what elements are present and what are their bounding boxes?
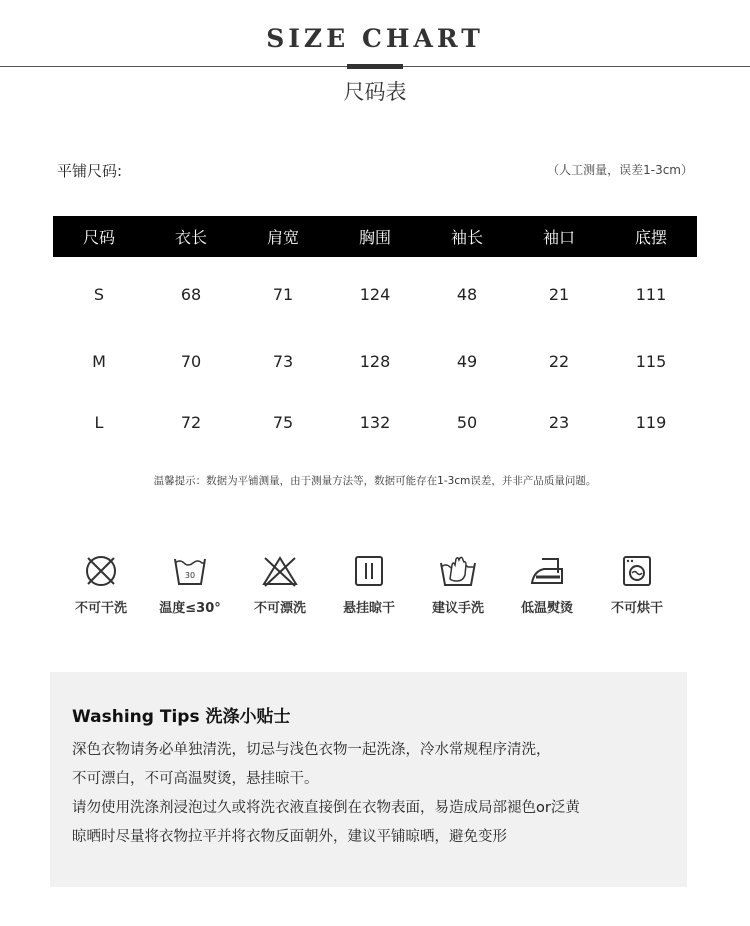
- column-header: 袖口: [513, 216, 605, 257]
- measurement-tip: 温馨提示：数据为平铺测量，由于测量方法等，数据可能存在1-3cm误差，并非产品质量问题。: [153, 475, 597, 487]
- washing-tip-line: 不可漂白，不可高温熨烫，悬挂晾干。: [72, 771, 319, 787]
- table-cell: 49: [456, 352, 478, 371]
- table-cell: 50: [456, 413, 478, 432]
- wash-temp-text: 30: [184, 571, 196, 580]
- wash-30-icon: [172, 553, 208, 589]
- care-item-no-bleach: [235, 553, 325, 616]
- table-cell: 22: [548, 352, 570, 371]
- page-title: SIZE CHART: [266, 24, 484, 53]
- care-label: 建议手洗: [431, 601, 484, 616]
- no-tumble-dry-icon: [619, 553, 655, 589]
- table-cell: 71: [272, 284, 294, 304]
- no-dry-clean-icon: [83, 553, 119, 589]
- table-cell: 23: [548, 413, 570, 432]
- page-subtitle: 尺码表: [343, 80, 407, 104]
- table-row: [53, 331, 697, 392]
- column-header: 袖长: [421, 216, 513, 257]
- low-iron-icon: [528, 553, 566, 589]
- table-cell: 128: [359, 352, 391, 371]
- care-item-hand-wash: [413, 553, 503, 616]
- measure-note: （人工测量，误差1-3cm）: [547, 163, 693, 177]
- table-cell: 115: [635, 352, 667, 371]
- washing-tip-line: 请勿使用洗涤剂浸泡过久或将洗衣液直接倒在衣物表面，易造成局部褪色or泛黄: [72, 800, 580, 816]
- measure-label: 平铺尺码:: [57, 162, 123, 180]
- table-row: [53, 392, 697, 453]
- column-header: 尺码: [53, 216, 145, 257]
- table-cell: 132: [359, 413, 391, 432]
- hang-dry-icon: [351, 553, 387, 589]
- table-cell: 124: [359, 284, 391, 304]
- care-label: 温度≤30°: [159, 601, 221, 616]
- care-label: 不可干洗: [74, 601, 127, 616]
- size-table: [53, 216, 697, 453]
- column-header: 衣长: [145, 216, 237, 257]
- table-cell: L: [94, 413, 104, 432]
- table-cell: 68: [180, 284, 202, 304]
- care-item-no-dry-clean: [56, 553, 146, 616]
- washing-tips-title: Washing Tips 洗涤小贴士: [72, 707, 291, 727]
- table-cell: 75: [272, 413, 294, 432]
- care-label: 低温熨烫: [520, 601, 573, 616]
- care-label: 不可烘干: [610, 601, 663, 616]
- table-cell: S: [93, 284, 105, 304]
- care-item-wash-30: [145, 553, 235, 616]
- table-header-row: [53, 216, 697, 257]
- care-label: 悬挂晾干: [342, 601, 395, 616]
- divider-accent: [347, 64, 403, 69]
- table-cell: 48: [456, 284, 478, 304]
- washing-tips-panel: [50, 672, 687, 887]
- table-cell: 72: [180, 413, 202, 432]
- hand-wash-icon: [438, 553, 478, 589]
- table-cell: 21: [548, 284, 570, 304]
- no-bleach-icon: [261, 553, 299, 589]
- table-cell: 119: [635, 413, 667, 432]
- column-header: 肩宽: [237, 216, 329, 257]
- washing-tip-line: 晾晒时尽量将衣物拉平并将衣物反面朝外，建议平铺晾晒，避免变形: [72, 829, 507, 845]
- care-item-low-iron: [502, 553, 592, 616]
- table-row: [53, 257, 697, 331]
- table-cell: 70: [180, 352, 202, 371]
- care-icons: [56, 553, 700, 623]
- table-cell: 73: [272, 352, 294, 371]
- column-header: 胸围: [329, 216, 421, 257]
- column-header: 底摆: [605, 216, 697, 257]
- care-label: 不可漂洗: [253, 601, 306, 616]
- care-item-no-tumble-dry: [592, 553, 682, 616]
- table-cell: M: [92, 352, 106, 371]
- washing-tip-line: 深色衣物请务必单独清洗，切忌与浅色衣物一起洗涤，冷水常规程序清洗，: [72, 742, 551, 758]
- table-cell: 111: [635, 284, 667, 304]
- care-item-hang-dry: [324, 553, 414, 616]
